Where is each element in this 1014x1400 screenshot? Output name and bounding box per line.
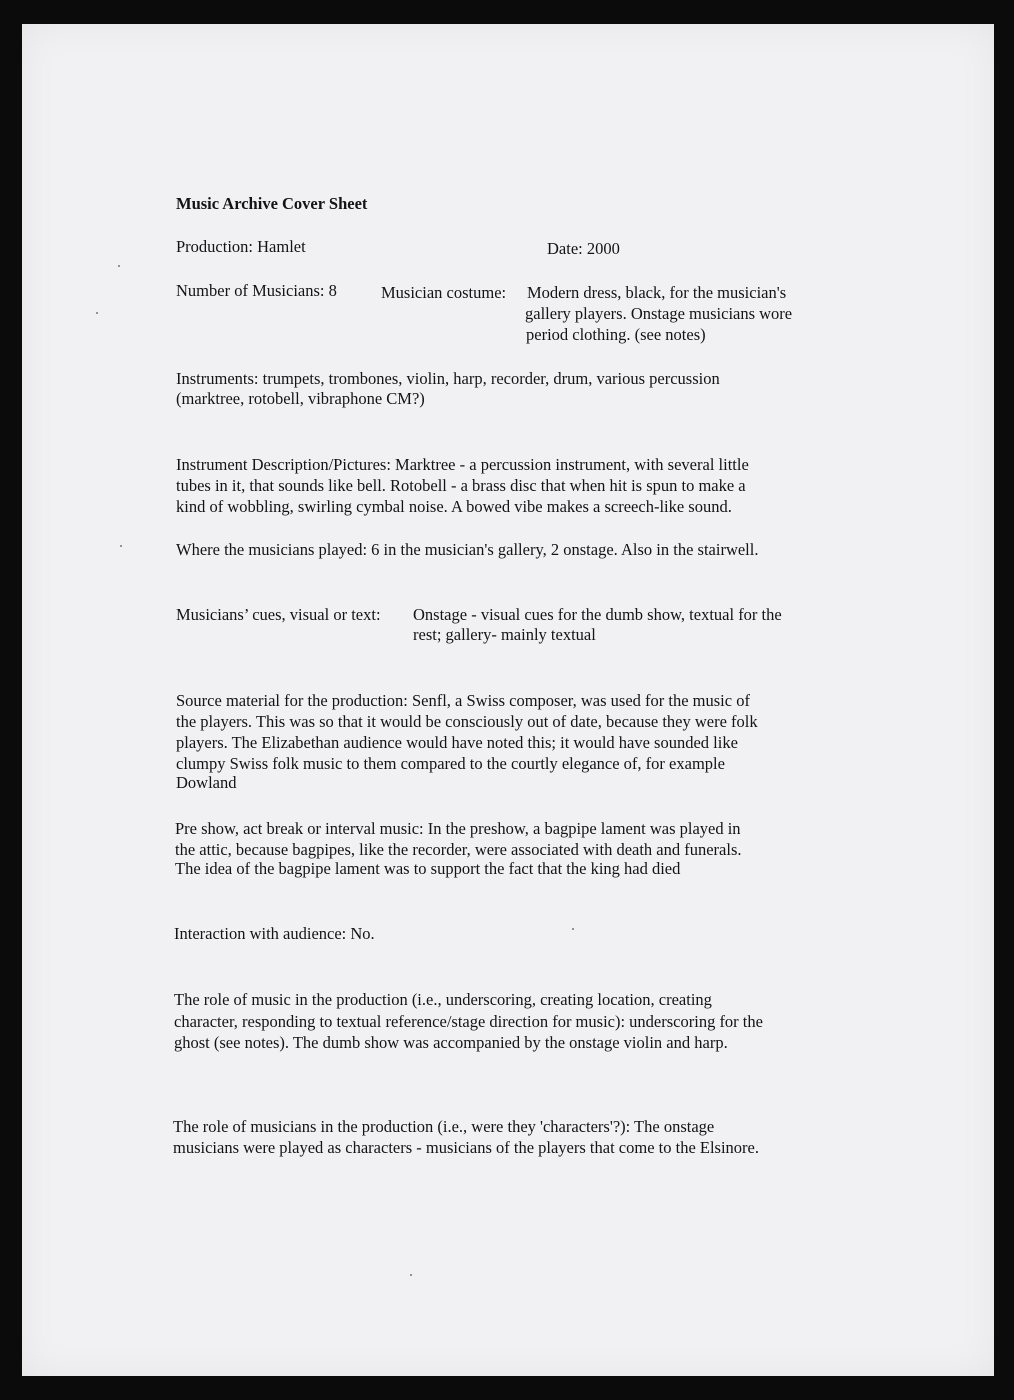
where-played-field: Where the musicians played: 6 in the musician's gallery, 2 onstage. Also in the stairwell. [176,540,759,559]
instruments-line: (marktree, rotobell, vibraphone CM?) [176,389,425,408]
date-field: Date: 2000 [547,239,620,258]
source-material-line: Dowland [176,773,237,792]
interaction-field: Interaction with audience: No. [174,924,375,943]
production-field: Production: Hamlet [176,237,306,256]
cues-line: rest; gallery- mainly textual [413,625,596,644]
source-material-line: the players. This was so that it would be consciously out of date, because they were folk [176,712,758,731]
instrument-description-line: tubes in it, that sounds like bell. Rotobell - a brass disc that when hit is spun to make a [176,476,746,495]
source-material-line: clumpy Swiss folk music to them compared to the courtly elegance of, for example [176,754,725,773]
cues-label: Musicians’ cues, visual or text: [176,605,381,624]
cues-line: Onstage - visual cues for the dumb show, textual for the [413,605,782,624]
instruments-line: Instruments: trumpets, trombones, violin, harp, recorder, drum, various percussion [176,369,720,388]
preshow-music-line: Pre show, act break or interval music: In the preshow, a bagpipe lament was played in [175,819,741,838]
role-of-musicians-line: musicians were played as characters - musicians of the players that come to the Elsinore. [173,1138,759,1157]
instrument-description-line: kind of wobbling, swirling cymbal noise. A bowed vibe makes a screech-like sound. [176,497,732,516]
musician-costume-line: period clothing. (see notes) [526,325,706,344]
preshow-music-line: The idea of the bagpipe lament was to support the fact that the king had died [175,859,681,878]
musician-costume-label: Musician costume: [381,283,507,302]
source-material-line: Source material for the production: Senfl, a Swiss composer, was used for the music of [176,691,750,710]
musician-costume-line: gallery players. Onstage musicians wore [525,304,793,323]
document-title: Music Archive Cover Sheet [176,194,368,213]
source-material-line: players. The Elizabethan audience would have noted this; it would have sounded like [176,733,738,752]
preshow-music-line: the attic, because bagpipes, like the recorder, were associated with death and funerals. [175,840,742,859]
musician-costume-line: Modern dress, black, for the musician's [527,283,787,302]
instrument-description-line: Instrument Description/Pictures: Marktree - a percussion instrument, with several little [176,455,749,474]
number-of-musicians-field: Number of Musicians: 8 [176,281,337,300]
role-of-musicians-line: The role of musicians in the production (i.e., were they 'characters'?): The onstage [173,1117,715,1136]
role-of-music-line: character, responding to textual reference/stage direction for music): underscoring for the [174,1012,763,1031]
role-of-music-line: ghost (see notes). The dumb show was accompanied by the onstage violin and harp. [174,1033,728,1052]
role-of-music-line: The role of music in the production (i.e., underscoring, creating location, creating [174,990,712,1009]
